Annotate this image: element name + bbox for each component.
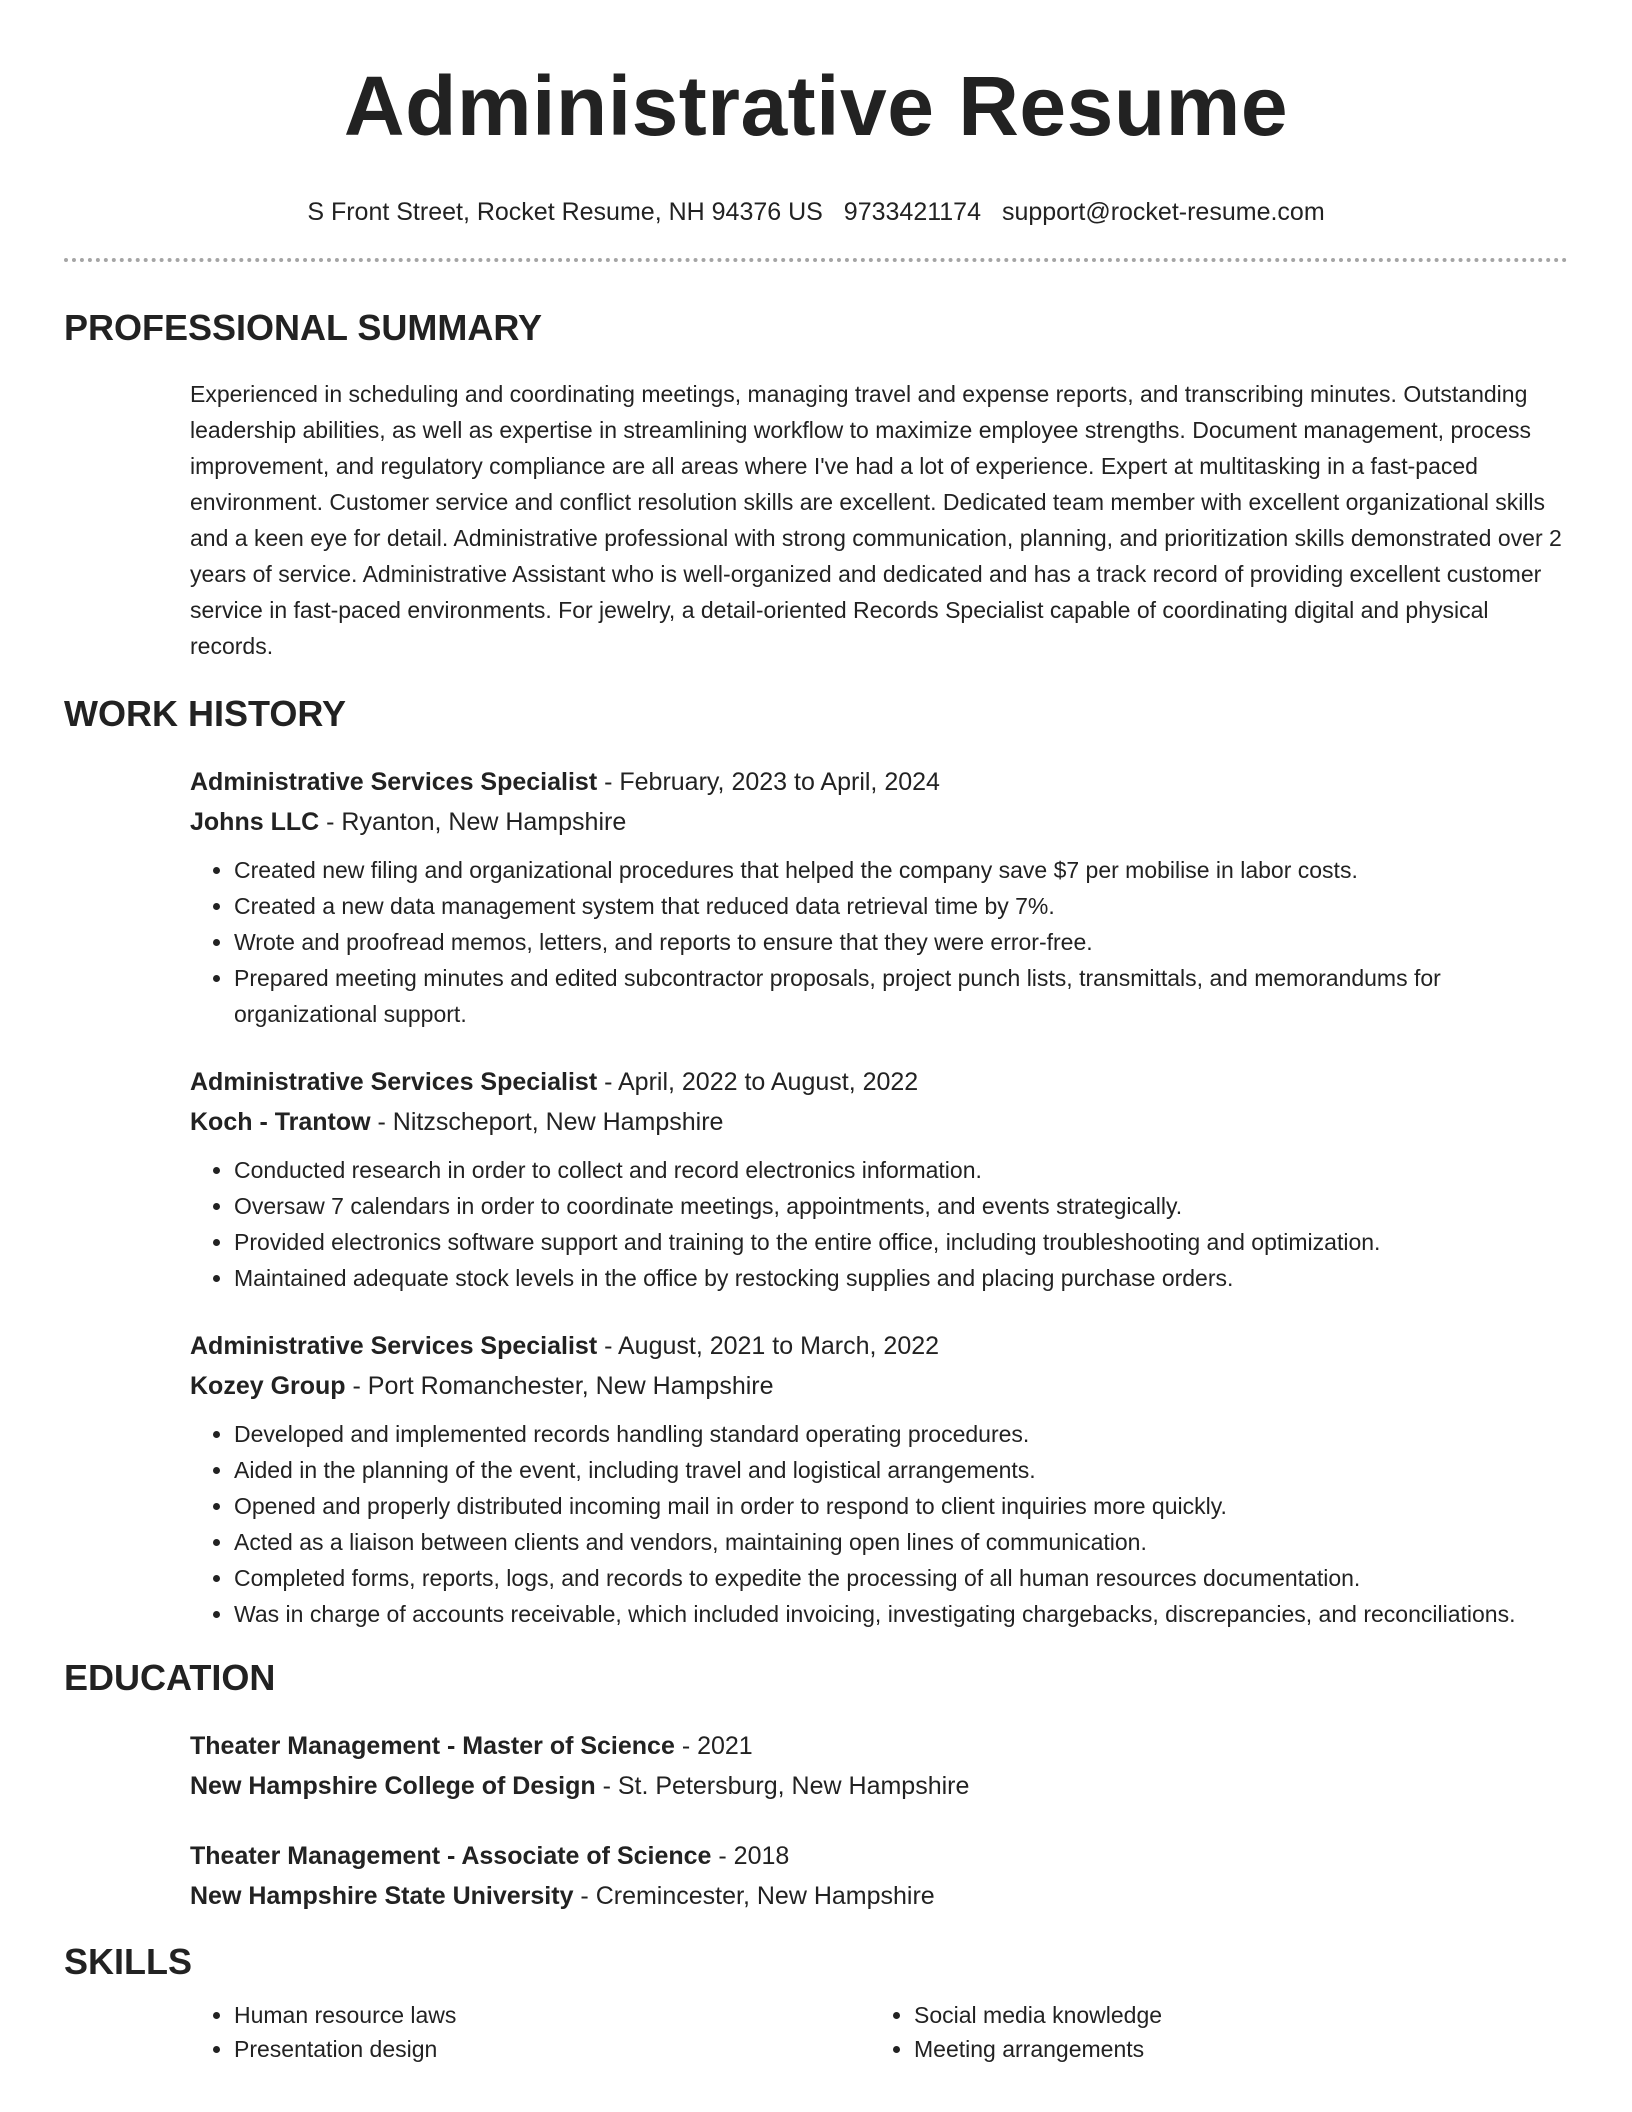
header-divider bbox=[64, 258, 1568, 262]
list-item: • Created new filing and organizational procedures that helped the company save $7 per mobilise in labor costs. bbox=[234, 852, 1568, 888]
list-item: • Developed and implemented records handling standard operating procedures. bbox=[234, 1416, 1568, 1452]
education-entry bbox=[190, 1726, 1568, 1806]
list-item: • Was in charge of accounts receivable, which included invoicing, investigating chargebacks, discrepancies, and reconciliations. bbox=[234, 1596, 1568, 1632]
list-item: • Created a new data management system that reduced data retrieval time by 7%. bbox=[234, 888, 1568, 924]
list-item: • Acted as a liaison between clients and vendors, maintaining open lines of communication. bbox=[234, 1524, 1568, 1560]
job-entry bbox=[190, 1062, 1568, 1296]
school-line bbox=[190, 1876, 1568, 1916]
skills-heading: SKILLS bbox=[64, 1941, 193, 1982]
summary-text: Experienced in scheduling and coordinating meetings, managing travel and expense reports, and transcribing minutes. Outstanding leadership abilities, as well as expertise in streamlining workflow to maximize employee strengths. Document management, process improvement, and regulatory compliance are all areas where I've had a lot of experience. Expert at multitasking in a fast-paced environment. Customer service and conflict resolution skills are excellent. Dedicated team member with excellent organizational skills and a keen eye for detail. Administrative professional with strong communication, planning, and prioritization skills demonstrated over 2 years of service. Administrative Assistant who is well-organized and dedicated and has a track record of providing excellent customer service in fast-paced environments. For jewelry, a detail-oriented Records Specialist capable of coordinating digital and physical records. bbox=[190, 381, 1562, 659]
list-item: • Oversaw 7 calendars in order to coordinate meetings, appointments, and events strategically. bbox=[234, 1188, 1568, 1224]
school-line bbox=[190, 1766, 1568, 1806]
school: New Hampshire State University bbox=[190, 1882, 574, 1910]
degree-line bbox=[190, 1836, 1568, 1876]
job-company: Koch - Trantow bbox=[190, 1108, 371, 1136]
skills-grid bbox=[190, 1998, 1568, 2066]
graduation-year: - 2021 bbox=[674, 1732, 753, 1760]
job-location: - Ryanton, New Hampshire bbox=[319, 808, 627, 836]
job-title-line bbox=[190, 1062, 1568, 1102]
list-item: • Maintained adequate stock levels in the office by restocking supplies and placing purchase orders. bbox=[234, 1260, 1568, 1296]
education-section bbox=[64, 1656, 1568, 1916]
degree-line bbox=[190, 1726, 1568, 1766]
contact-line bbox=[64, 196, 1568, 228]
school-location: - Cremincester, New Hampshire bbox=[573, 1882, 935, 1910]
contact-phone: 9733421174 bbox=[843, 198, 981, 226]
job-company-line bbox=[190, 1102, 1568, 1142]
job-dates: - April, 2022 to August, 2022 bbox=[597, 1068, 919, 1096]
job-entry bbox=[190, 1326, 1568, 1632]
list-item: • Aided in the planning of the event, including travel and logistical arrangements. bbox=[234, 1452, 1568, 1488]
skill-item: • Human resource laws bbox=[234, 1998, 870, 2032]
resume-title: Administrative Resume bbox=[343, 59, 1289, 153]
skill-item: • Presentation design bbox=[234, 2032, 870, 2066]
list-item: • Opened and properly distributed incoming mail in order to respond to client inquiries more quickly. bbox=[234, 1488, 1568, 1524]
skills-list-left bbox=[190, 1998, 870, 2066]
skills-section bbox=[64, 1940, 1568, 2066]
education-entry bbox=[190, 1836, 1568, 1916]
job-company-line bbox=[190, 1366, 1568, 1406]
job-title-line bbox=[190, 762, 1568, 802]
job-company: Johns LLC bbox=[190, 808, 320, 836]
job-title-line bbox=[190, 1326, 1568, 1366]
summary-heading: PROFESSIONAL SUMMARY bbox=[64, 307, 543, 348]
job-location: - Nitzscheport, New Hampshire bbox=[370, 1108, 724, 1136]
job-entry bbox=[190, 762, 1568, 1032]
job-bullets bbox=[190, 1416, 1568, 1632]
list-item: • Wrote and proofread memos, letters, and reports to ensure that they were error-free. bbox=[234, 924, 1568, 960]
job-dates: - August, 2021 to March, 2022 bbox=[597, 1332, 940, 1360]
job-title: Administrative Services Specialist bbox=[190, 1332, 598, 1360]
job-bullets bbox=[190, 852, 1568, 1032]
work-history-section bbox=[64, 692, 1568, 1632]
degree: Theater Management - Master of Science bbox=[190, 1732, 675, 1760]
job-company: Kozey Group bbox=[190, 1372, 346, 1400]
skill-item: • Social media knowledge bbox=[914, 1998, 1470, 2032]
degree: Theater Management - Associate of Science bbox=[190, 1842, 712, 1870]
job-bullets bbox=[190, 1152, 1568, 1296]
contact-email: support@rocket-resume.com bbox=[1001, 198, 1325, 226]
work-history-heading: WORK HISTORY bbox=[64, 693, 347, 734]
list-item: • Conducted research in order to collect and record electronics information. bbox=[234, 1152, 1568, 1188]
job-company-line bbox=[190, 802, 1568, 842]
job-title: Administrative Services Specialist bbox=[190, 768, 598, 796]
graduation-year: - 2018 bbox=[711, 1842, 790, 1870]
school-location: - St. Petersburg, New Hampshire bbox=[595, 1772, 970, 1800]
skill-item: • Meeting arrangements bbox=[914, 2032, 1470, 2066]
skills-list-right bbox=[870, 1998, 1470, 2066]
school: New Hampshire College of Design bbox=[190, 1772, 596, 1800]
education-heading: EDUCATION bbox=[64, 1657, 276, 1698]
summary-section bbox=[64, 306, 1568, 664]
job-title: Administrative Services Specialist bbox=[190, 1068, 598, 1096]
job-location: - Port Romanchester, New Hampshire bbox=[345, 1372, 774, 1400]
job-dates: - February, 2023 to April, 2024 bbox=[597, 768, 940, 796]
contact-address: S Front Street, Rocket Resume, NH 94376 US bbox=[307, 198, 823, 226]
list-item: • Completed forms, reports, logs, and records to expedite the processing of all human resources documentation. bbox=[234, 1560, 1568, 1596]
list-item: • Prepared meeting minutes and edited subcontractor proposals, project punch lists, transmittals, and memorandums for organizational support. bbox=[234, 960, 1568, 1032]
resume-header bbox=[64, 0, 1568, 262]
list-item: • Provided electronics software support and training to the entire office, including troubleshooting and optimization. bbox=[234, 1224, 1568, 1260]
